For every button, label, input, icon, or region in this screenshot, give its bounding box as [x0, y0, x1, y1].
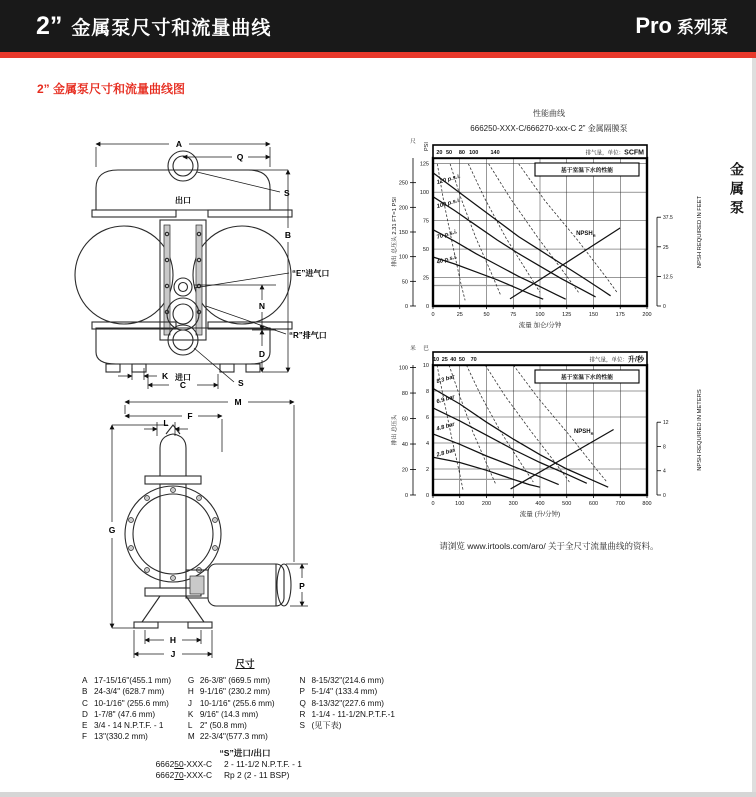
page-edge-right: [752, 58, 756, 797]
table-row: [82, 686, 181, 697]
dim-key: H: [187, 687, 194, 697]
dim-m-label: M: [234, 397, 242, 407]
svg-text:40: 40: [450, 357, 457, 363]
dim-key: D: [82, 709, 88, 719]
dim-value: 9-1/16" (230.2 mm): [199, 687, 271, 697]
svg-text:8: 8: [663, 444, 666, 451]
svg-text:600: 600: [588, 501, 599, 507]
dim-value: 10-1/16" (255.6 mm): [94, 698, 169, 708]
series-suffix-label: 系列泵: [677, 18, 728, 37]
side-tab-label: 金属泵: [729, 162, 745, 219]
dim-key: J: [187, 698, 192, 708]
svg-text:0: 0: [404, 304, 408, 310]
inlet-label: 进口: [175, 373, 191, 382]
table-row: [82, 675, 181, 686]
svg-text:100 p.s.i.: 100 p.s.i.: [436, 197, 462, 211]
svg-text:NPSHR: $NPSH_R$: [573, 429, 594, 437]
s-port-row: [82, 770, 408, 781]
svg-text:140: 140: [490, 150, 500, 156]
svg-text:100: 100: [455, 501, 465, 507]
svg-text:60: 60: [401, 416, 408, 423]
model-prefix: 6662: [155, 769, 175, 780]
svg-text:20: 20: [401, 467, 408, 474]
svg-text:25: 25: [456, 312, 463, 318]
model-prefix: 6662: [155, 758, 175, 769]
table-row: [188, 720, 293, 731]
svg-text:800: 800: [642, 501, 652, 507]
svg-text:4: 4: [425, 441, 429, 447]
svg-text:10: 10: [433, 357, 440, 363]
dim-value: 1-1/4 - 11-1/2N.P.T.F.-1: [311, 709, 395, 719]
svg-text:200: 200: [481, 501, 492, 507]
svg-text:175: 175: [615, 312, 625, 318]
svg-text:75: 75: [510, 312, 517, 318]
dim-key: A: [82, 676, 88, 685]
pump-size-label: 2”: [36, 11, 63, 40]
dim-key: E: [82, 721, 88, 731]
svg-text:37.5: 37.5: [663, 215, 673, 222]
dim-key: C: [82, 698, 88, 708]
exhaust-label: “R”排气口: [289, 331, 327, 340]
svg-text:8.3 bar: 8.3 bar: [435, 374, 456, 386]
svg-text:12: 12: [663, 420, 669, 427]
pump-side-view-drawing: [90, 392, 360, 670]
dim-s-bottom-label: S: [238, 378, 244, 388]
svg-text:120 p.s.i.: 120 p.s.i.: [436, 173, 462, 187]
dimensions-col-2: [188, 675, 293, 743]
svg-text:6.9 bar: 6.9 bar: [435, 394, 456, 406]
svg-text:基于室温下水的性能: 基于室温下水的性能: [560, 374, 614, 381]
dim-q-label: Q: [236, 152, 244, 162]
series-label: [635, 13, 728, 39]
dim-key: L: [187, 721, 193, 731]
table-row: [82, 731, 181, 742]
svg-text:40: 40: [401, 442, 408, 449]
svg-text:NPSH REQUIRED IN METERS: NPSH REQUIRED IN METERS: [697, 389, 703, 471]
header-title-group: [36, 12, 271, 41]
svg-text:150: 150: [398, 230, 408, 236]
table-row: [82, 698, 181, 709]
side-view-dimensions: [109, 397, 308, 659]
svg-text:25: 25: [422, 275, 429, 282]
performance-charts-section: [388, 108, 710, 552]
model-number: [116, 770, 212, 781]
dim-value: 13"(330.2 mm): [94, 732, 148, 742]
table-row: [299, 686, 408, 697]
dim-p-label: P: [299, 581, 305, 591]
svg-text:0: 0: [431, 501, 435, 507]
svg-text:50: 50: [422, 247, 429, 254]
svg-text:25: 25: [663, 244, 669, 251]
dim-value: 17-15/16"(455.1 mm): [94, 676, 172, 685]
dim-c-label: C: [179, 380, 187, 390]
port-thread-value: 2 - 11-1/2 N.P.T.F. - 1: [224, 758, 302, 769]
dimensions-col-3: [299, 675, 408, 743]
dimensions-col-1: [82, 675, 181, 743]
dim-f-label: F: [187, 411, 193, 421]
dim-key: N: [299, 676, 306, 685]
svg-text:巴: 巴: [423, 346, 429, 352]
pump-front-view-drawing: [36, 130, 348, 392]
svg-text:50: 50: [445, 150, 453, 156]
dim-k-label: K: [162, 371, 169, 381]
dim-h-label: H: [169, 635, 177, 645]
dim-value: 3/4 - 14 N.P.T.F. - 1: [94, 721, 164, 731]
dim-key: M: [187, 732, 195, 742]
dim-key: K: [187, 709, 194, 719]
svg-text:80: 80: [401, 391, 408, 398]
charts-title: 性能曲线: [533, 109, 565, 118]
table-row: [188, 686, 293, 697]
svg-text:8: 8: [425, 389, 429, 395]
dim-j-label: J: [170, 649, 176, 659]
svg-text:100: 100: [535, 312, 545, 318]
model-suffix: -XXX-C: [183, 769, 212, 780]
svg-text:700: 700: [615, 501, 625, 507]
dim-value: (见下表): [311, 721, 342, 731]
svg-text:10: 10: [422, 363, 429, 369]
dim-key: F: [82, 732, 88, 742]
dim-b-label: B: [284, 230, 292, 240]
svg-text:PSI: PSI: [424, 142, 430, 151]
dim-value: 9/16" (14.3 mm): [199, 709, 259, 719]
dim-value: 2" (50.8 mm): [199, 721, 247, 731]
dim-l-label: L: [163, 418, 169, 428]
series-pro-label: Pro: [635, 13, 672, 38]
svg-text:0: 0: [425, 304, 429, 310]
svg-text:250: 250: [398, 180, 408, 187]
front-view-dimensions: [96, 139, 329, 390]
table-row: [299, 709, 408, 720]
port-thread-value: Rp 2 (2 - 11 BSP): [224, 769, 290, 780]
svg-text:100: 100: [398, 365, 408, 372]
svg-text:2.8 bar: 2.8 bar: [435, 447, 456, 459]
svg-text:流量 加仑/分钟: 流量 加仑/分钟: [518, 322, 562, 329]
svg-text:200: 200: [642, 312, 652, 318]
air-inlet-label: “E”进气口: [292, 269, 330, 278]
dim-a-label: A: [175, 139, 183, 149]
charts-model-subtitle: 666250-XXX-C/666270-xxx-C 2” 金属隔膜泵: [470, 124, 628, 133]
dim-s-top-label: S: [284, 188, 290, 198]
svg-text:500: 500: [562, 501, 572, 507]
svg-text:125: 125: [562, 312, 572, 318]
svg-text:70 p.s.i.: 70 p.s.i.: [436, 229, 459, 241]
dim-key: P: [299, 687, 305, 697]
svg-text:0: 0: [663, 304, 666, 310]
svg-text:100: 100: [469, 150, 479, 156]
dim-value: 10-1/16" (255.6 mm): [199, 698, 275, 708]
performance-chart-metric: [389, 343, 709, 521]
svg-text:300: 300: [508, 501, 518, 507]
svg-text:75: 75: [422, 218, 429, 225]
svg-text:米: 米: [410, 346, 416, 352]
performance-chart-imperial: [389, 136, 709, 332]
svg-text:基于室温下水的性能: 基于室温下水的性能: [560, 167, 614, 174]
svg-text:0: 0: [663, 493, 666, 499]
svg-text:尺: 尺: [410, 139, 416, 145]
dim-value: 5-1/4" (133.4 mm): [311, 687, 378, 697]
section-subtitle: 2” 金属泵尺寸和流量曲线图: [37, 82, 186, 96]
svg-text:150: 150: [588, 312, 599, 318]
table-row: [299, 698, 408, 709]
svg-text:20: 20: [436, 150, 443, 156]
svg-text:200: 200: [398, 205, 408, 212]
svg-text:2: 2: [425, 467, 429, 473]
dim-key: S: [299, 721, 305, 731]
model-underlined: 50: [174, 758, 184, 769]
svg-text:0: 0: [431, 312, 435, 318]
dimensions-heading: 尺寸: [235, 659, 255, 670]
s-port-row: [82, 759, 408, 770]
svg-text:25: 25: [441, 357, 448, 363]
table-row: [188, 675, 293, 686]
svg-text:排气量，单位：SCFM: 排气量，单位：SCFM: [585, 149, 644, 157]
page-header: [0, 0, 756, 52]
dim-key: Q: [299, 698, 306, 708]
page-title: 金属泵尺寸和流量曲线: [71, 17, 272, 39]
svg-text:80: 80: [458, 150, 465, 156]
page-edge-bottom: [0, 792, 756, 797]
dim-value: 8-15/32"(214.6 mm): [311, 676, 385, 685]
svg-text:4: 4: [663, 468, 666, 475]
svg-text:100: 100: [398, 254, 408, 261]
s-port-heading: “S”进口/出口: [219, 747, 271, 758]
dim-n-label: N: [258, 301, 266, 311]
dimensions-table: [82, 656, 408, 781]
pump-front-body: [75, 151, 292, 372]
dimensions-columns: [82, 675, 408, 743]
dim-value: 1-7/8" (47.6 mm): [94, 709, 156, 719]
dim-value: 8-13/32"(227.6 mm): [311, 698, 385, 708]
svg-text:12.5: 12.5: [663, 274, 673, 281]
outlet-label: 出口: [175, 196, 191, 205]
flow-curve-note: 请浏览 www.irtools.com/aro/ 关于全尺寸流量曲线的资料。: [439, 541, 659, 551]
dim-key: G: [187, 676, 195, 685]
svg-text:NPSH REQUIRED IN FEET: NPSH REQUIRED IN FEET: [697, 195, 703, 269]
svg-text:0: 0: [404, 493, 408, 499]
svg-text:400: 400: [535, 501, 545, 507]
svg-text:40 p.s.i.: 40 p.s.i.: [436, 254, 459, 266]
svg-text:排气量，单位：升/秒: 排气量，单位：升/秒: [589, 356, 644, 364]
model-number: [116, 759, 212, 770]
svg-text:流量 (升/分钟): 流量 (升/分钟): [519, 511, 561, 518]
dim-d-label: D: [258, 349, 266, 359]
svg-text:50: 50: [458, 357, 465, 363]
table-row: [188, 709, 293, 720]
table-row: [299, 675, 408, 686]
svg-text:70: 70: [470, 357, 477, 363]
svg-text:NPSHR: $NPSH_R$: [576, 230, 596, 238]
svg-text:排出 总压头: 排出 总压头: [392, 414, 398, 446]
model-underlined: 70: [174, 769, 184, 780]
dim-value: 26-3/8" (669.5 mm): [199, 676, 271, 685]
table-row: [299, 720, 408, 731]
table-row: [82, 709, 181, 720]
svg-text:排出 总压头 2.31 FT=1 PSI: 排出 总压头 2.31 FT=1 PSI: [392, 197, 398, 267]
svg-text:0: 0: [425, 493, 429, 499]
table-row: [188, 731, 293, 742]
dim-value: 22-3/4"(577.3 mm): [199, 732, 268, 742]
dim-g-label: G: [108, 525, 116, 535]
svg-text:50: 50: [483, 312, 490, 318]
pump-side-body: [125, 425, 291, 628]
dim-value: 24-3/4" (628.7 mm): [94, 687, 165, 697]
table-row: [82, 720, 181, 731]
svg-text:6: 6: [425, 415, 429, 421]
dim-key: B: [82, 687, 88, 697]
svg-text:125: 125: [419, 161, 429, 168]
red-divider: [0, 52, 756, 58]
dim-key: R: [299, 709, 306, 719]
svg-text:100: 100: [419, 190, 429, 197]
table-row: [188, 698, 293, 709]
model-suffix: -XXX-C: [183, 758, 212, 769]
svg-text:4.8 bar: 4.8 bar: [435, 421, 456, 433]
svg-text:50: 50: [401, 279, 408, 286]
